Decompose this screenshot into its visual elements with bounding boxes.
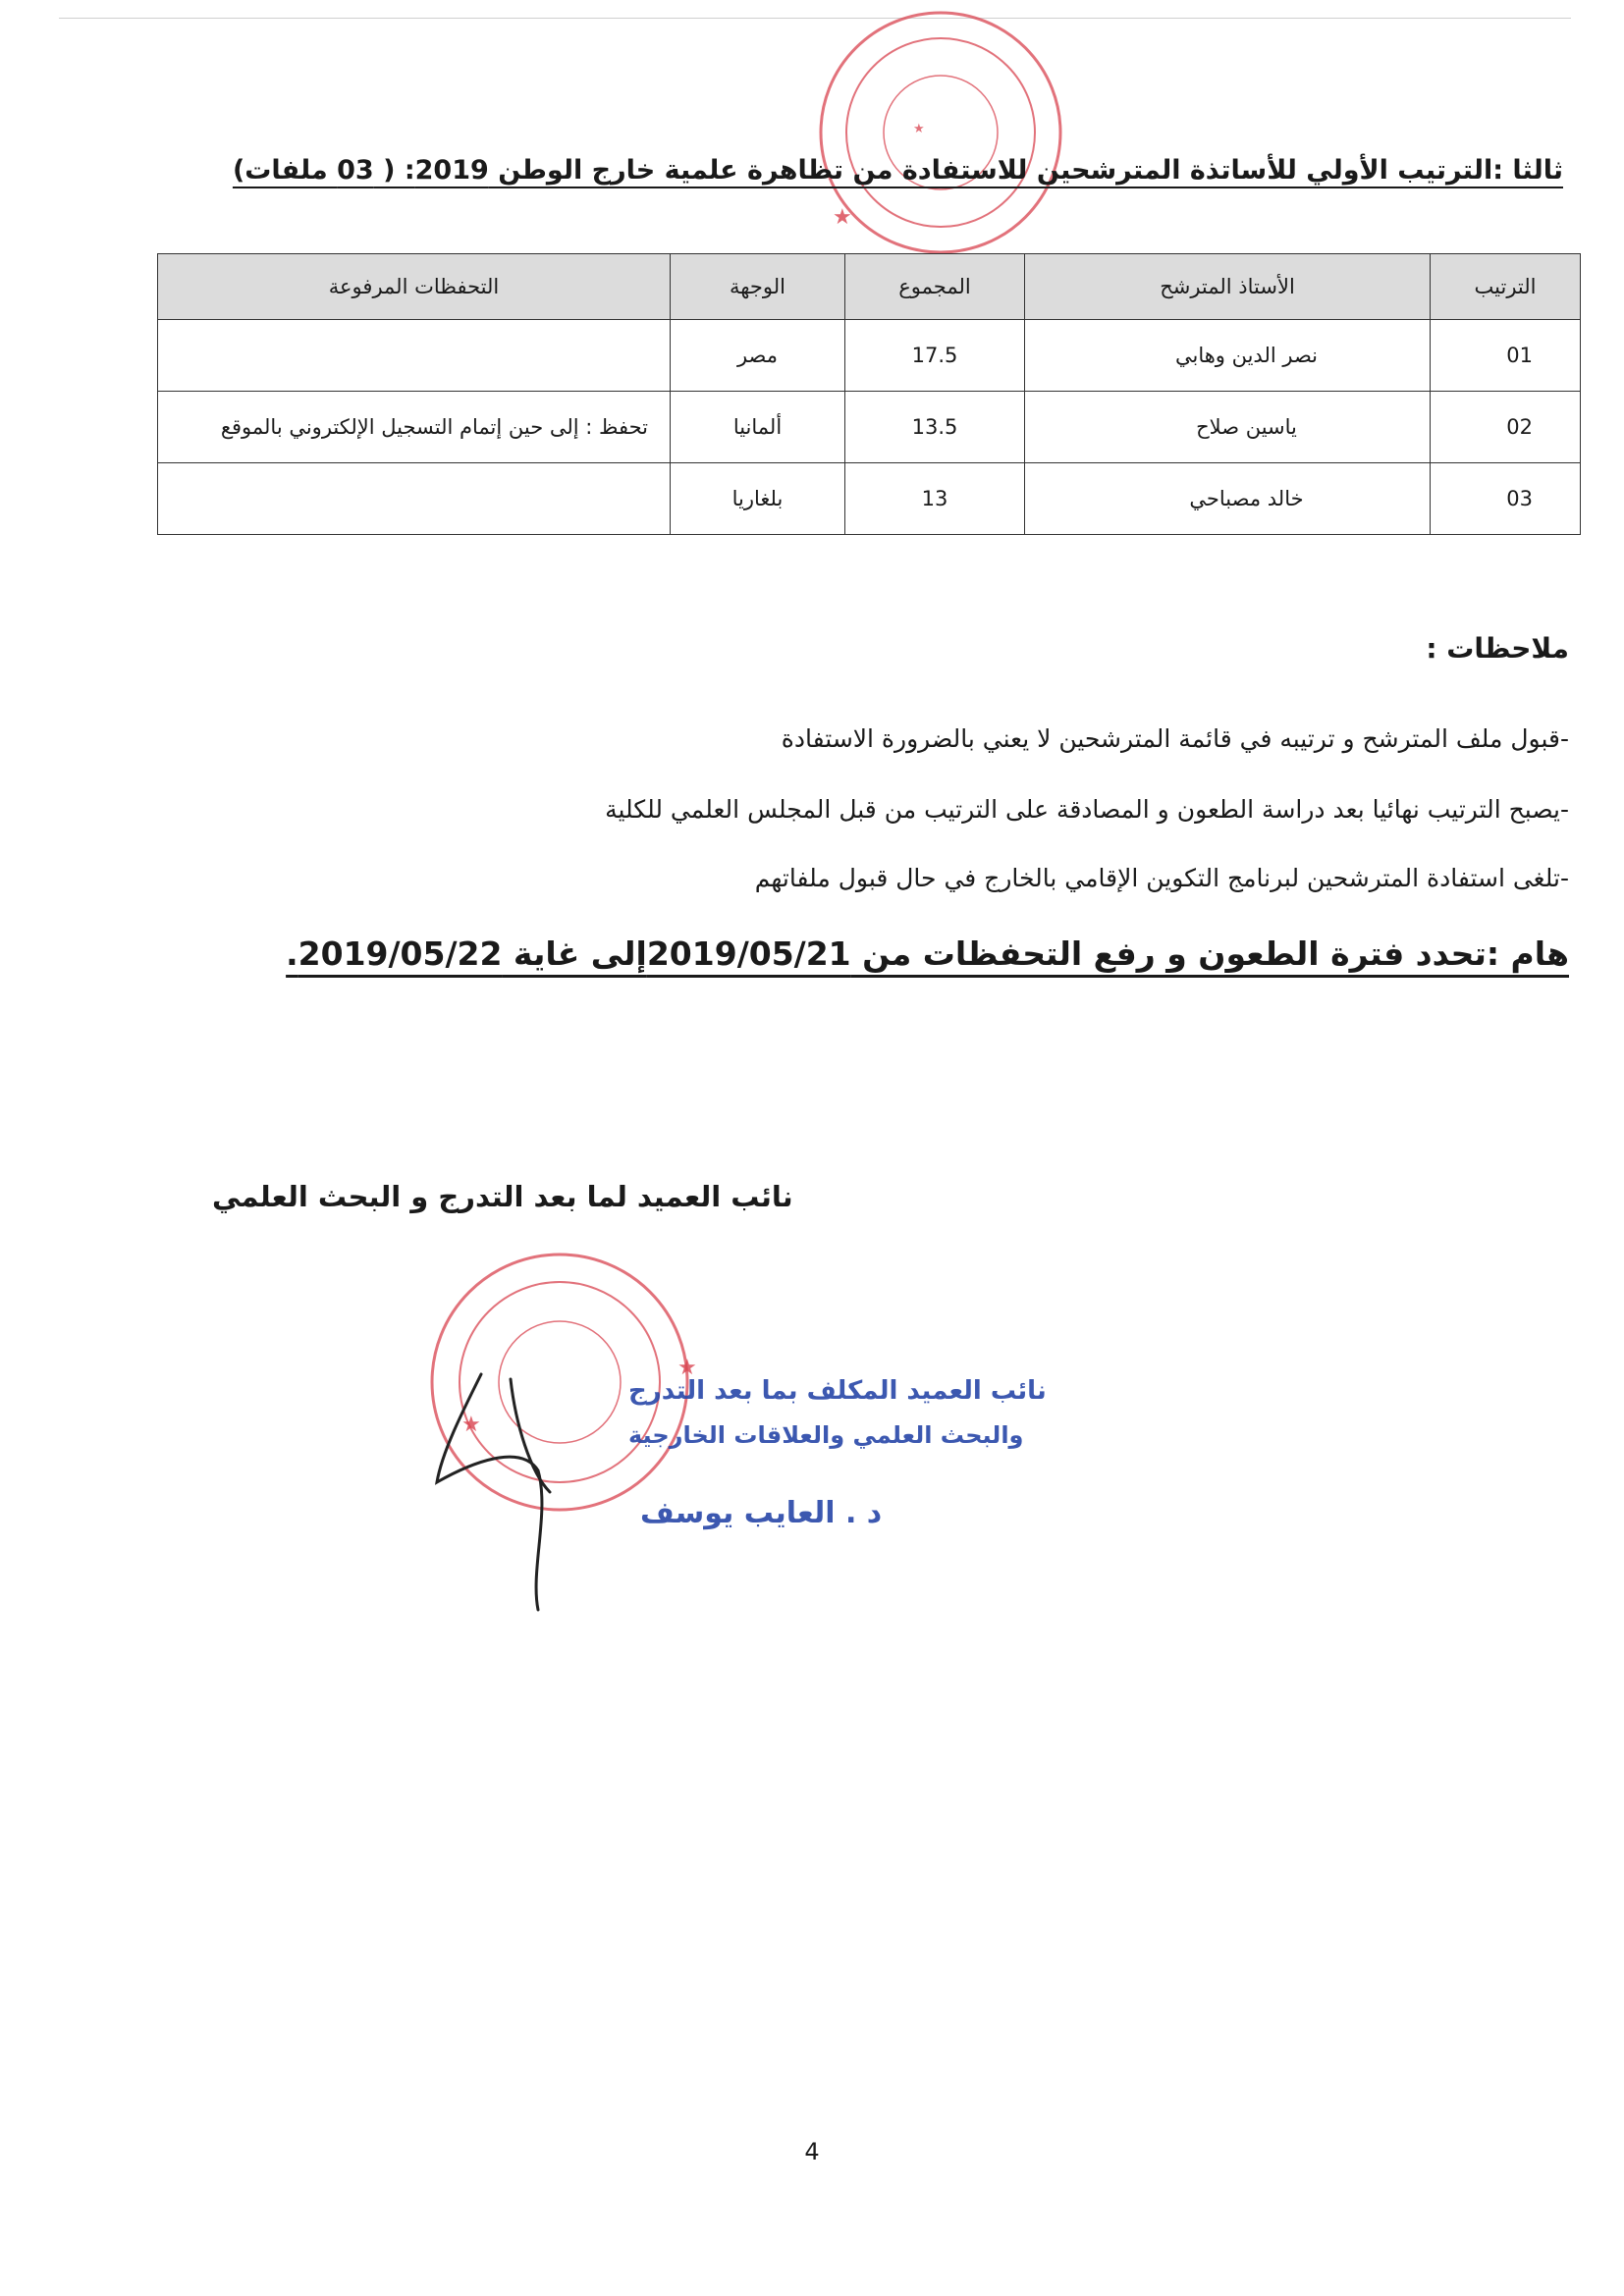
note-item: -تلغى استفادة المترشحين لبرنامج التكوين الإقامي بالخارج في حال قبول ملفاتهم: [754, 864, 1569, 892]
important-notice: هام :تحدد فترة الطعون و رفع التحفظات من 2019/05/21إلى غاية 2019/05/22.: [286, 934, 1569, 973]
cell-reservation: [158, 320, 671, 392]
cell-destination: بلغاريا: [671, 463, 845, 535]
table-row: [158, 463, 1581, 535]
svg-text:★: ★: [461, 1413, 481, 1437]
page-number: 4: [804, 2138, 820, 2165]
cell-destination: ألمانيا: [671, 392, 845, 463]
cell-name: نصر الدين وهابي: [1025, 320, 1431, 392]
cell-reservation: [158, 463, 671, 535]
svg-text:★: ★: [833, 205, 852, 230]
cell-name: ياسين صلاح: [1025, 392, 1431, 463]
col-total-header: المجموع: [845, 254, 1025, 320]
svg-text:★: ★: [913, 122, 925, 136]
section-heading: ثالثا :الترتيب الأولي للأساتذة المترشحين للاستفادة من تظاهرة علمية خارج الوطن 2019: ( 03 ملفات): [232, 155, 1563, 186]
col-name-header: الأستاذ المترشح: [1025, 254, 1431, 320]
candidates-table: [157, 253, 1581, 535]
cell-destination: مصر: [671, 320, 845, 392]
top-seal-icon: [821, 13, 1060, 252]
note-item: -يصبح الترتيب نهائيا بعد دراسة الطعون و المصادقة على الترتيب من قبل المجلس العلمي للكلية: [605, 795, 1569, 824]
cell-total: 13: [845, 463, 1025, 535]
cell-total: 17.5: [845, 320, 1025, 392]
table-header-row: [158, 254, 1581, 320]
cell-reservation: تحفظ : إلى حين إتمام التسجيل الإلكتروني بالموقع: [158, 392, 671, 463]
cell-rank: 01: [1431, 320, 1581, 392]
stamp-name: د . العايب يوسف: [640, 1496, 883, 1530]
stamp-line-1: نائب العميد المكلف بما بعد التدرج: [628, 1376, 1047, 1406]
col-reservation-header: التحفظات المرفوعة: [158, 254, 671, 320]
cell-name: خالد مصباحي: [1025, 463, 1431, 535]
table-row: [158, 320, 1581, 392]
stamp-line-2: والبحث العلمي والعلاقات الخارجية: [628, 1421, 1024, 1449]
top-rule: [59, 18, 1571, 19]
col-destination-header: الوجهة: [671, 254, 845, 320]
cell-rank: 02: [1431, 392, 1581, 463]
table-row: [158, 392, 1581, 463]
signature-icon: [437, 1374, 550, 1610]
note-item: -قبول ملف المترشح و ترتيبه في قائمة المترشحين لا يعني بالضرورة الاستفادة: [781, 724, 1569, 753]
signatory-title: نائب العميد لما بعد التدرج و البحث العلمي: [212, 1180, 793, 1213]
cell-total: 13.5: [845, 392, 1025, 463]
svg-text:★: ★: [677, 1356, 697, 1380]
cell-rank: 03: [1431, 463, 1581, 535]
col-rank-header: الترتيب: [1431, 254, 1581, 320]
notes-title: ملاحظات :: [1426, 632, 1569, 665]
